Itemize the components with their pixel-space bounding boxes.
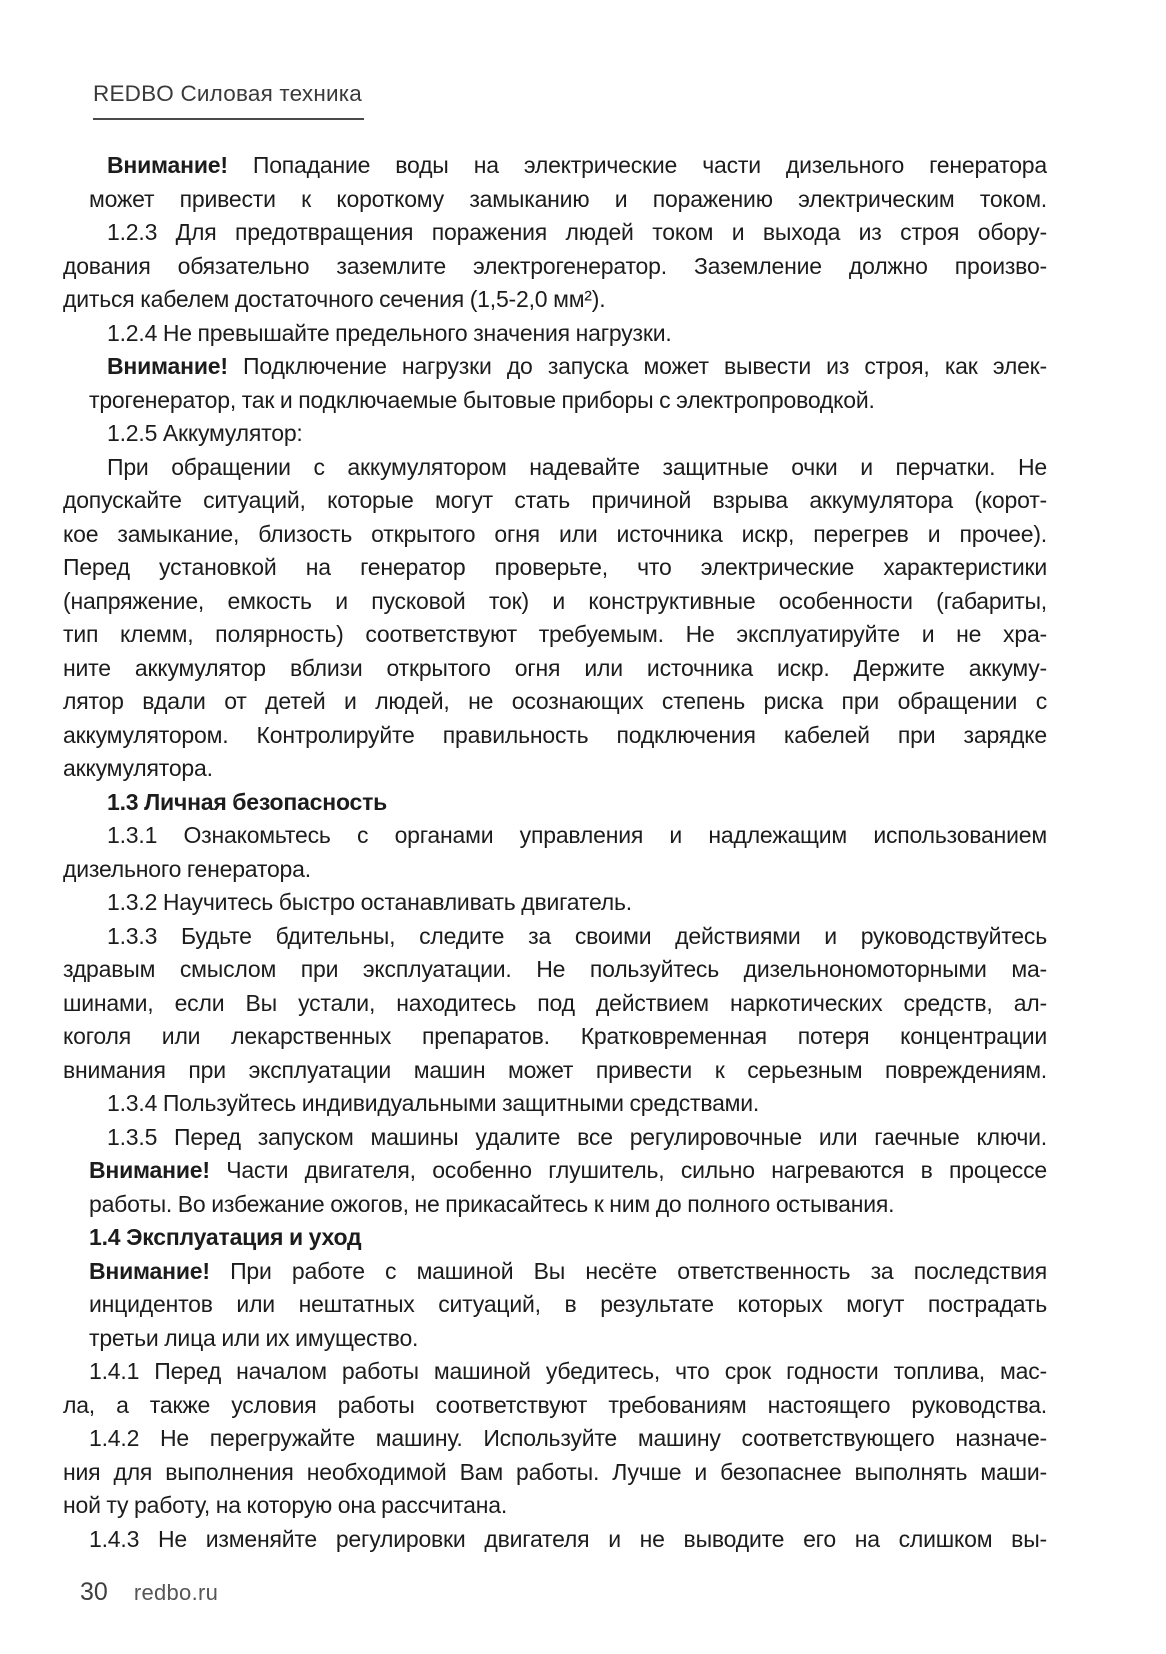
text-line: ла, а также условия работы соответствуют требованиям настоящего руководства. <box>63 1391 1047 1418</box>
text-line: При обращении с аккумулятором надевайте защитные очки и перчатки. Не <box>107 453 1047 480</box>
text-line: аккумулятором. Контролируйте правильность подключения кабелей при зарядке <box>63 721 1047 748</box>
text-line: 1.4 Эксплуатация и уход <box>89 1224 362 1250</box>
page-number: 30 <box>80 1578 108 1606</box>
text-line: Перед установкой на генератор проверьте, что электрические характеристики <box>63 554 1047 580</box>
text-line: дования обязательно заземлите электрогенератор. Заземление должно произво- <box>63 252 1047 279</box>
page-header <box>93 81 364 120</box>
text-line: инцидентов или нештатных ситуаций, в результате которых могут пострадать <box>89 1291 1047 1317</box>
text-line: аккумулятора. <box>63 755 213 781</box>
text-line: 1.2.4 Не превышайте предельного значения нагрузки. <box>107 319 672 346</box>
header-title: REDBO Силовая техника <box>93 81 362 106</box>
text-line: ния для выполнения необходимой Вам работы. Лучше и безопаснее выполнять маши- <box>63 1458 1047 1485</box>
text-line: 1.3.5 Перед запуском машины удалите все регулировочные или гаечные ключи. <box>107 1123 1047 1150</box>
text-line: Внимание! При работе с машиной Вы несёте ответственность за последствия <box>89 1257 1047 1284</box>
text-line: допускайте ситуаций, которые могут стать причиной взрыва аккумулятора (корот- <box>63 487 1047 513</box>
text-line: 1.2.3 Для предотвращения поражения людей током и выхода из строя обору- <box>107 219 1047 245</box>
page-footer <box>80 1578 218 1607</box>
text-line: внимания при эксплуатации машин может привести к серьезным повреждениям. <box>63 1056 1047 1083</box>
document-body <box>63 149 1047 1556</box>
text-line: Внимание! Части двигателя, особенно глушитель, сильно нагреваются в процессе <box>89 1157 1047 1183</box>
text-line: третьи лица или их имущество. <box>89 1324 419 1351</box>
text-line: Внимание! Попадание воды на электрические части дизельного генератора <box>107 152 1047 178</box>
warning-label: Внимание! <box>89 1157 210 1183</box>
text-line: дизельного генератора. <box>63 855 311 882</box>
text-line: 1.3.2 Научитесь быстро останавливать двигатель. <box>107 889 632 915</box>
warning-label: Внимание! <box>107 353 228 379</box>
text-line: (напряжение, емкость и пусковой ток) и конструктивные особенности (габариты, <box>63 587 1047 614</box>
warning-label: Внимание! <box>89 1257 210 1284</box>
text-line: 1.4.3 Не изменяйте регулировки двигателя и не выводите его на слишком вы- <box>89 1525 1047 1552</box>
text-line: кое замыкание, близость открытого огня или источника искр, перегрев и прочее). <box>63 520 1047 547</box>
text-line: 1.4.1 Перед началом работы машиной убедитесь, что срок годности топлива, мас- <box>89 1358 1047 1384</box>
text-line: 1.4.2 Не перегружайте машину. Используйте машину соответствующего назначе- <box>89 1425 1047 1451</box>
warning-label: Внимание! <box>107 152 228 178</box>
text-line: лятор вдали от детей и людей, не осознающих степень риска при обращении с <box>63 688 1047 714</box>
text-line: тип клемм, полярность) соответствуют требуемым. Не эксплуатируйте и не хра- <box>63 621 1047 647</box>
text-line: работы. Во избежание ожогов, не прикасайтесь к ним до полного остывания. <box>89 1190 895 1217</box>
text-line: здравым смыслом при эксплуатации. Не пользуйтесь дизельнономоторными ма- <box>63 956 1047 982</box>
website-text: redbo.ru <box>133 1580 219 1605</box>
text-line: 1.3 Личная безопасность <box>107 788 388 815</box>
text-line: коголя или лекарственных препаратов. Кратковременная потеря концентрации <box>63 1023 1047 1049</box>
text-line: 1.3.1 Ознакомьтесь с органами управления и надлежащим использованием <box>107 822 1047 848</box>
text-line: диться кабелем достаточного сечения (1,5-2,0 мм²). <box>63 286 606 312</box>
text-line: 1.3.3 Будьте бдительны, следите за своими действиями и руководствуйтесь <box>107 922 1047 949</box>
text-line: шинами, если Вы устали, находитесь под действием наркотических средств, ал- <box>63 989 1047 1016</box>
text-line: ните аккумулятор вблизи открытого огня или источника искр. Держите аккуму- <box>63 654 1047 681</box>
text-line: 1.2.5 Аккумулятор: <box>107 420 303 446</box>
text-line: Внимание! Подключение нагрузки до запуска может вывести из строя, как элек- <box>107 353 1047 379</box>
text-line: может привести к короткому замыканию и поражению электрическим током. <box>89 185 1047 212</box>
text-line: 1.3.4 Пользуйтесь индивидуальными защитными средствами. <box>107 1090 760 1116</box>
text-line: ной ту работу, на которую она рассчитана. <box>63 1492 508 1518</box>
text-line: трогенератор, так и подключаемые бытовые приборы с электропроводкой. <box>89 386 875 413</box>
